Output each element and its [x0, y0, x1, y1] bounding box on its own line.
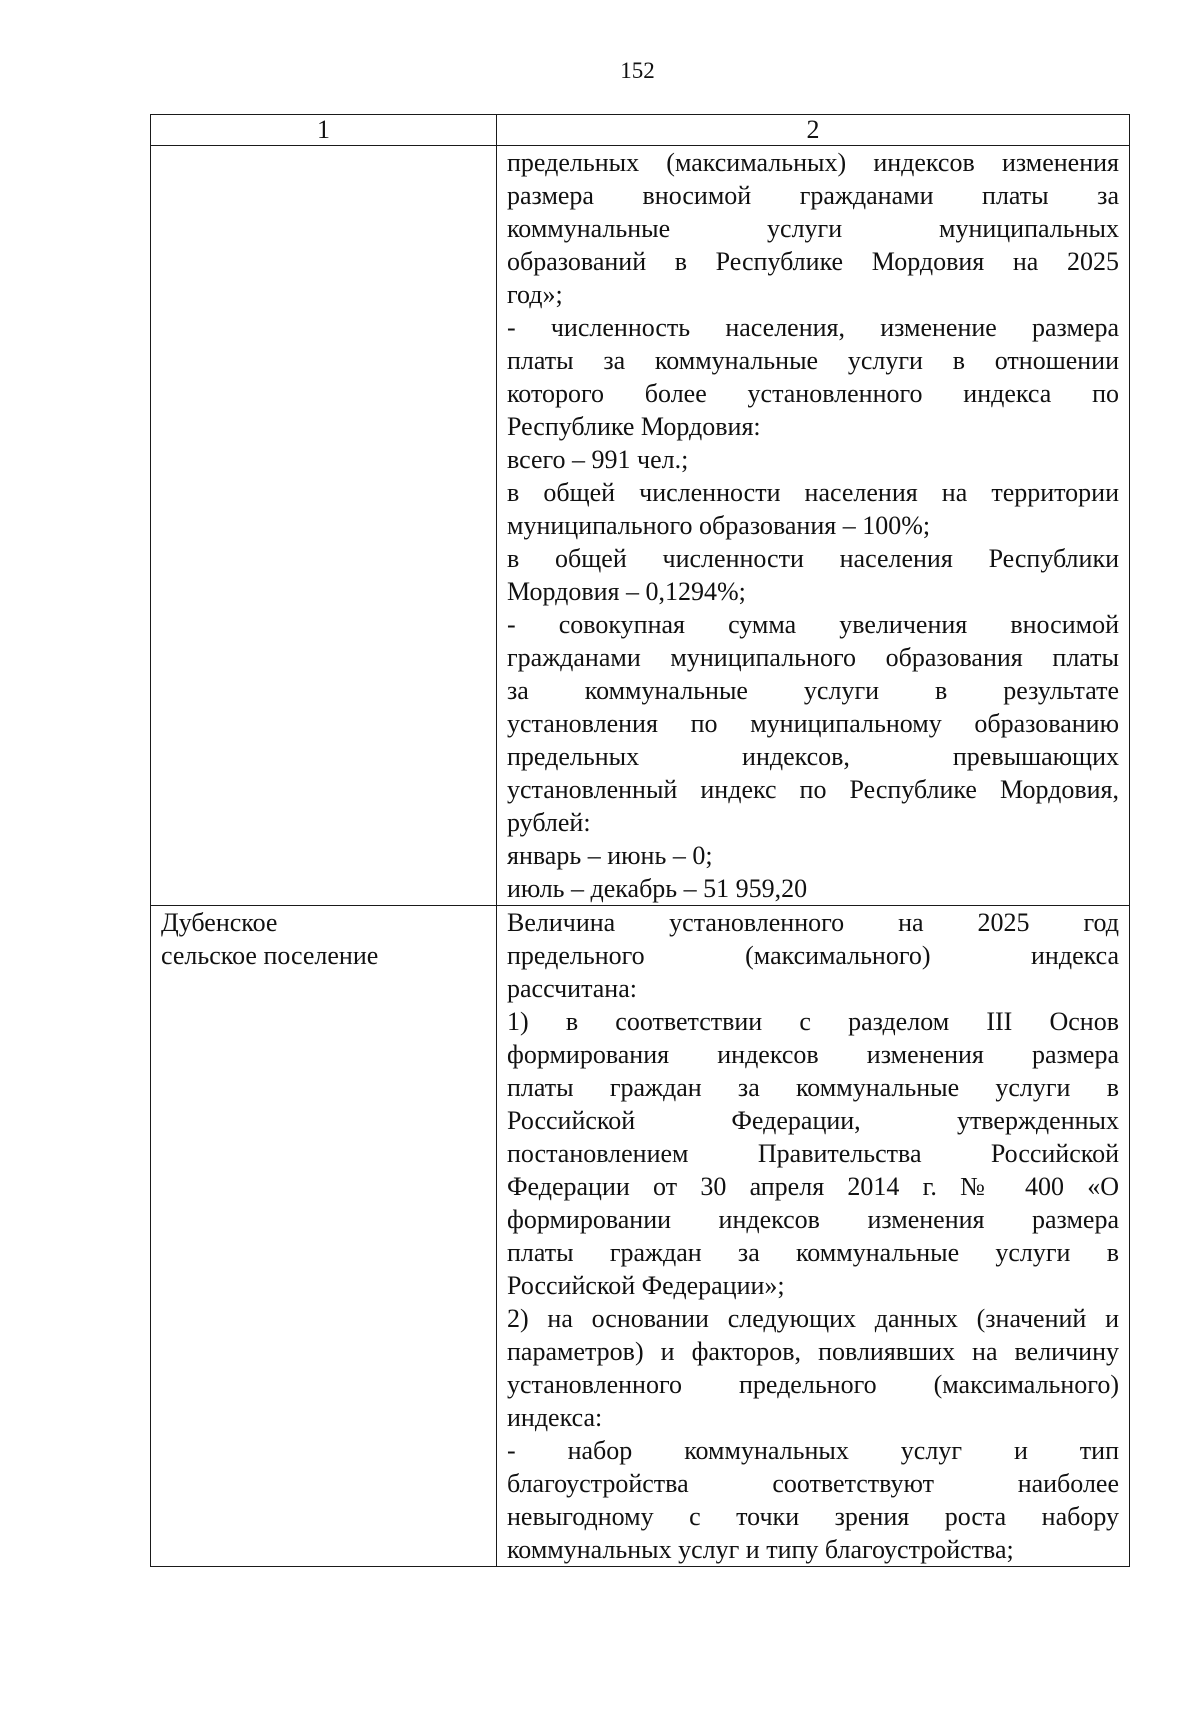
text-line: за коммунальные услуги в результате [507, 676, 1119, 705]
text-line: формировании индексов изменения размера [507, 1205, 1119, 1234]
text-line: Российской Федерации, утвержденных [507, 1106, 1119, 1135]
text-line: Мордовия – 0,1294%; [507, 577, 746, 606]
text-line: постановлением Правительства Российской [507, 1139, 1119, 1168]
table-row [151, 906, 1130, 1567]
text-line: Республике Мордовия: [507, 412, 761, 441]
text-line: предельных (максимальных) индексов изменения [507, 148, 1119, 177]
municipality-name-line: Дубенское [161, 908, 278, 937]
table-header-row [151, 115, 1130, 146]
row1-municipality-cell [151, 146, 497, 906]
text-line: муниципального образования – 100%; [507, 511, 931, 540]
text-line: установленный индекс по Республике Мордовия, [507, 775, 1119, 804]
text-line: июль – декабрь – 51 959,20 [507, 874, 808, 903]
row2-municipality-cell [151, 906, 497, 1567]
row1-description-cell [497, 146, 1130, 906]
text-line: - набор коммунальных услуг и тип [507, 1436, 1119, 1465]
text-line: Федерации от 30 апреля 2014 г. № 400 «О [507, 1172, 1119, 1201]
text-line: установленного предельного (максимального) [507, 1370, 1119, 1399]
text-line: установления по муниципальному образованию [507, 709, 1119, 738]
text-line: формирования индексов изменения размера [507, 1040, 1119, 1069]
municipality-name-line: сельское поселение [161, 941, 379, 970]
text-line: Величина установленного на 2025 год [507, 908, 1119, 937]
text-line: в общей численности населения Республики [507, 544, 1119, 573]
text-line: рублей: [507, 808, 591, 837]
text-line: параметров) и факторов, повлиявших на величину [507, 1337, 1119, 1366]
column-header-1: 1 [151, 115, 497, 146]
text-line: индекса: [507, 1403, 603, 1432]
document-table [150, 114, 1130, 1567]
text-line: в общей численности населения на территории [507, 478, 1119, 507]
text-line: Российской Федерации»; [507, 1271, 785, 1300]
text-line: рассчитана: [507, 974, 637, 1003]
table-row [151, 146, 1130, 906]
text-line: 1) в соответствии с разделом III Основ [507, 1007, 1119, 1036]
text-line: всего – 991 чел.; [507, 445, 689, 474]
text-line: - численность населения, изменение размера [507, 313, 1119, 342]
text-line: январь – июнь – 0; [507, 841, 713, 870]
text-line: - совокупная сумма увеличения вносимой [507, 610, 1119, 639]
text-line: платы за коммунальные услуги в отношении [507, 346, 1119, 375]
text-line: предельных индексов, превышающих [507, 742, 1119, 771]
text-line: гражданами муниципального образования платы [507, 643, 1119, 672]
text-line: предельного (максимального) индекса [507, 941, 1119, 970]
text-line: благоустройства соответствуют наиболее [507, 1469, 1119, 1498]
page-number: 152 [620, 58, 655, 83]
text-line: 2) на основании следующих данных (значений и [507, 1304, 1119, 1333]
text-line: которого более установленного индекса по [507, 379, 1119, 408]
text-line: платы граждан за коммунальные услуги в [507, 1073, 1119, 1102]
row2-description-cell [497, 906, 1130, 1567]
text-line: размера вносимой гражданами платы за [507, 181, 1119, 210]
text-line: платы граждан за коммунальные услуги в [507, 1238, 1119, 1267]
text-line: коммунальных услуг и типу благоустройства; [507, 1535, 1014, 1564]
text-line: год»; [507, 280, 563, 309]
text-line: коммунальные услуги муниципальных [507, 214, 1119, 243]
text-line: образований в Республике Мордовия на 2025 [507, 247, 1119, 276]
text-line: невыгодному с точки зрения роста набору [507, 1502, 1119, 1531]
column-header-2: 2 [497, 115, 1130, 146]
